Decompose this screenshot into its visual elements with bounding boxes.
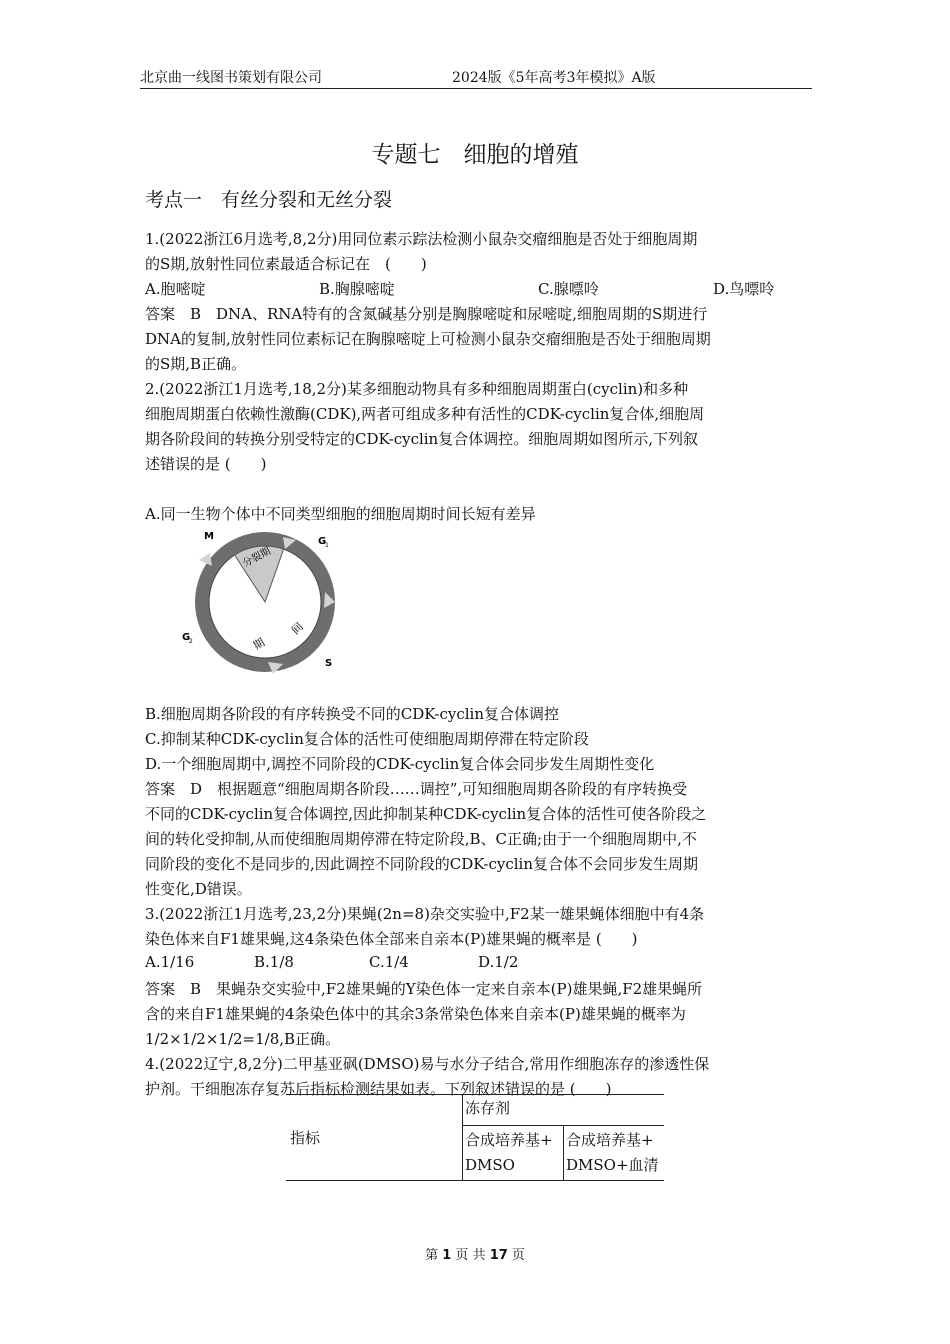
page-footer (0, 1244, 950, 1263)
q1-option-d: D.鸟嘌呤 (713, 280, 775, 298)
q2-stem-line: 2.(2022浙江1月选考,18,2分)某多细胞动物具有多种细胞周期蛋白(cyclin)和多种 (145, 380, 689, 398)
label-s: S (325, 658, 333, 669)
page-header (140, 64, 812, 89)
page-title: 专题七 细胞的增殖 (371, 142, 579, 168)
q3-answer-line: 1/2×1/2×1/2=1/8,B正确。 (145, 1030, 341, 1048)
table-row-header: 指标 (286, 1095, 463, 1181)
q2-stem-line: 述错误的是 ( ) (145, 455, 267, 473)
q2-stem-line: 期各阶段间的转换分别受特定的CDK-cyclin复合体调控。细胞周期如图所示,下列叙 (145, 430, 698, 448)
q1-option-c: C.腺嘌呤 (538, 280, 599, 298)
q1-answer-line: DNA的复制,放射性同位素标记在胸腺嘧啶上可检测小鼠杂交瘤细胞是否处于细胞周期 (145, 330, 711, 348)
q1-option-a: A.胞嘧啶 (145, 280, 206, 298)
label-g2: G (182, 632, 191, 643)
table-column-header (463, 1126, 564, 1181)
footer-suffix: 页 (511, 1248, 525, 1263)
footer-middle: 页 共 (455, 1248, 486, 1263)
q2-answer-line: 性变化,D错误。 (145, 880, 252, 898)
table-column-header (564, 1126, 665, 1181)
total-pages: 17 (489, 1248, 508, 1263)
q3-option-b: B.1/8 (254, 953, 294, 971)
mitosis-label: 分裂期 (241, 545, 273, 570)
q3-answer-line: 含的来自F1雄果蝇的4条染色体中的其余3条常染色体来自亲本(P)雄果蝇的概率为 (145, 1005, 686, 1023)
ring-arrow (199, 553, 212, 566)
q3-stem-line: 3.(2022浙江1月选考,23,2分)果蝇(2n=8)杂交实验中,F2某一雄果蝇体细胞中有4条 (145, 905, 705, 923)
q1-option-b: B.胸腺嘧啶 (319, 280, 395, 298)
q1-stem-line: 1.(2022浙江6月选考,8,2分)用同位素示踪法检测小鼠杂交瘤细胞是否处于细胞周期 (145, 230, 698, 248)
label-g1: G (318, 536, 327, 547)
q2-option-a: A.同一生物个体中不同类型细胞的细胞周期时间长短有差异 (145, 505, 536, 523)
label-g1-sub: 1 (325, 542, 329, 549)
label-g2-sub: 2 (189, 638, 193, 645)
table-group-header: 冻存剂 (463, 1095, 665, 1126)
q2-answer-line: 不同的CDK-cyclin复合体调控,因此抑制某种CDK-cyclin复合体的活性可使各阶段之 (145, 805, 707, 823)
q1-answer-line: 答案 B DNA、RNA特有的含氮碱基分别是胸腺嘧啶和尿嘧啶,细胞周期的S期进行 (145, 305, 708, 323)
publisher-name: 北京曲一线图书策划有限公司 (140, 70, 322, 86)
q4-results-table (286, 1094, 664, 1181)
q4-stem-line: 4.(2022辽宁,8,2分)二甲基亚砜(DMSO)易与水分子结合,常用作细胞冻存的渗透性保 (145, 1055, 710, 1073)
q3-option-c: C.1/4 (369, 953, 409, 971)
page-number: 1 (442, 1248, 452, 1263)
footer-prefix: 第 (425, 1248, 439, 1263)
book-edition: 2024版《5年高考3年模拟》A版 (452, 70, 656, 86)
interphase-label: 间 (288, 620, 306, 638)
interphase-label: 期 (251, 635, 268, 653)
col2-line1: 合成培养基+ (566, 1131, 654, 1149)
col1-line1: 合成培养基+ (465, 1131, 553, 1149)
col1-line2: DMSO (465, 1156, 515, 1174)
q2-option-b: B.细胞周期各阶段的有序转换受不同的CDK-cyclin复合体调控 (145, 705, 560, 723)
q2-stem-line: 细胞周期蛋白依赖性激酶(CDK),两者可组成多种有活性的CDK-cyclin复合体,细胞周 (145, 405, 705, 423)
q2-answer-line: 间的转化受抑制,从而使细胞周期停滞在特定阶段,B、C正确;由于一个细胞周期中,不 (145, 830, 697, 848)
q2-option-c: C.抑制某种CDK-cyclin复合体的活性可使细胞周期停滞在特定阶段 (145, 730, 589, 748)
col2-line2: DMSO+血清 (566, 1156, 659, 1174)
cell-cycle-diagram (178, 522, 358, 682)
q2-answer-line: 答案 D 根据题意“细胞周期各阶段……调控”,可知细胞周期各阶段的有序转换受 (145, 780, 688, 798)
q3-option-a: A.1/16 (145, 953, 195, 971)
q2-answer-line: 同阶段的变化不是同步的,因此调控不同阶段的CDK-cyclin复合体不会同步发生周期 (145, 855, 698, 873)
q1-answer-line: 的S期,B正确。 (145, 355, 247, 373)
section-heading: 考点一 有丝分裂和无丝分裂 (145, 189, 393, 211)
q4-stem-line: 护剂。干细胞冻存复苏后指标检测结果如表。下列叙述错误的是 ( ) (145, 1080, 612, 1098)
q3-answer-line: 答案 B 果蝇杂交实验中,F2雄果蝇的Y染色体一定来自亲本(P)雄果蝇,F2雄果蝇所 (145, 980, 703, 998)
q3-option-d: D.1/2 (478, 953, 519, 971)
q1-stem-line: 的S期,放射性同位素最适合标记在 ( ) (145, 255, 427, 273)
q2-option-d: D.一个细胞周期中,调控不同阶段的CDK-cyclin复合体会同步发生周期性变化 (145, 755, 655, 773)
q3-stem-line: 染色体来自F1雄果蝇,这4条染色体全部来自亲本(P)雄果蝇的概率是 ( ) (145, 930, 638, 948)
label-m: M (204, 531, 214, 542)
